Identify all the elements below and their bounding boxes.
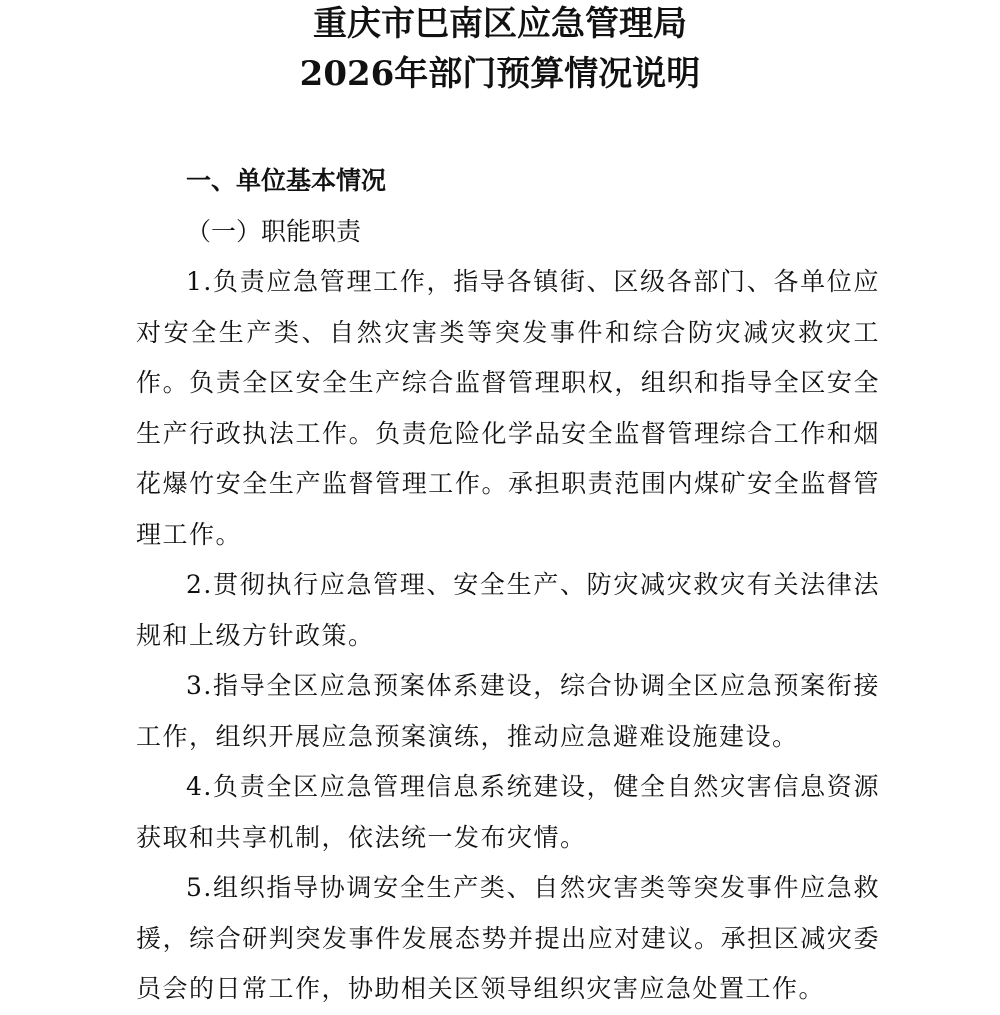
- document-title-line2: 2026年部门预算情况说明: [299, 54, 701, 94]
- document-body: [136, 156, 880, 1015]
- paragraph-5: 5.组织指导协调安全生产类、自然灾害类等突发事件应急救援，综合研判突发事件发展态势并提出应对建议。承担区减灾委员会的日常工作，协助相关区领导组织灾害应急处置工作。: [136, 873, 880, 1003]
- paragraph-4: 4.负责全区应急管理信息系统建设，健全自然灾害信息资源获取和共享机制，依法统一发布灾情。: [136, 772, 880, 852]
- paragraph-3: 3.指导全区应急预案体系建设，综合协调全区应急预案衔接工作，组织开展应急预案演练，推动应急避难设施建设。: [136, 671, 880, 751]
- section-heading: 一、单位基本情况: [186, 166, 387, 195]
- subsection-heading: （一）职能职责: [186, 216, 362, 246]
- document-title-line1: 重庆市巴南区应急管理局: [313, 4, 687, 44]
- paragraph-2: 2.贯彻执行应急管理、安全生产、防灾减灾救灾有关法律法规和上级方针政策。: [136, 570, 880, 650]
- paragraph-1: 1.负责应急管理工作，指导各镇街、区级各部门、各单位应对安全生产类、自然灾害类等突发事件和综合防灾减灾救灾工作。负责全区安全生产综合监督管理职权，组织和指导全区安全生产行政执法工作。负责危险化学品安全监督管理综合工作和烟花爆竹安全生产监督管理工作。承担职责范围内煤矿安全监督管理工作。: [136, 267, 880, 549]
